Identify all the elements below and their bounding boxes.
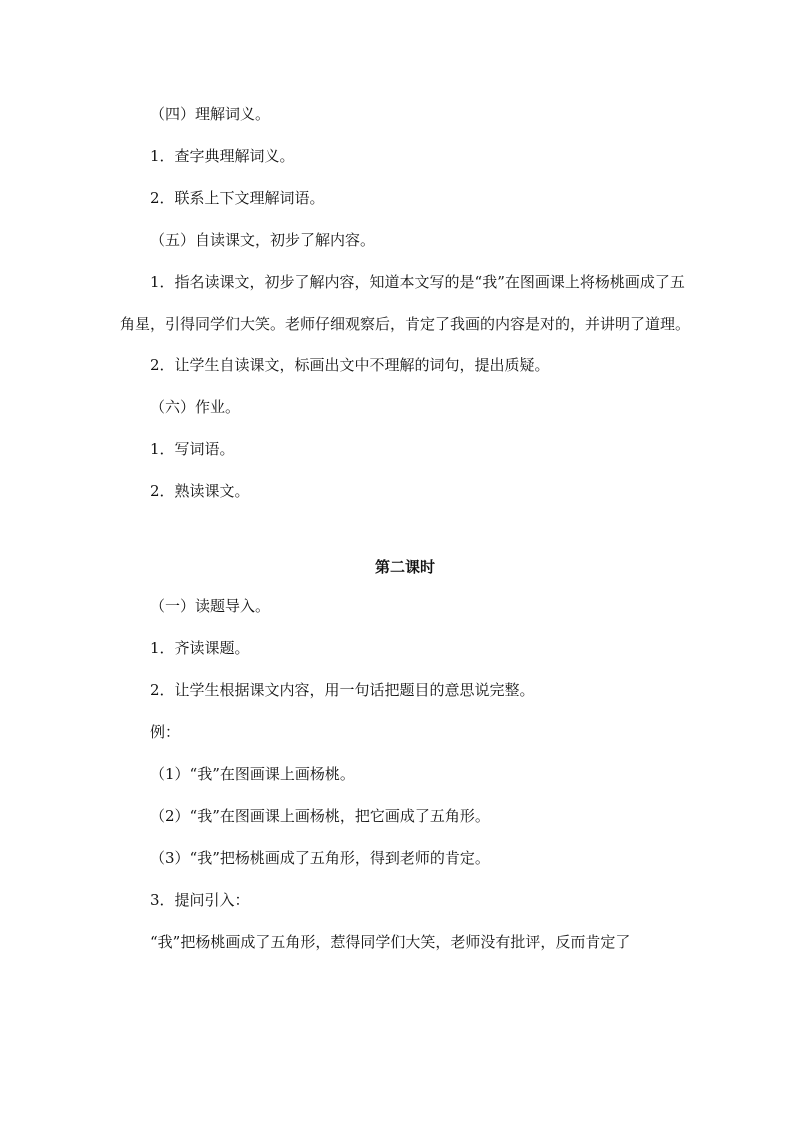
list-item: 2．熟读课文。 <box>150 482 250 500</box>
paragraph-start: “我”把杨桃画成了五角形，惹得同学们大笑，老师没有批评，反而肯定了 <box>150 933 631 951</box>
list-item: 1．齐读课题。 <box>150 639 250 657</box>
section-heading-5: （五）自读课文，初步了解内容。 <box>150 231 376 249</box>
example-item: （2）“我”在图画课上画杨桃，把它画成了五角形。 <box>150 807 490 825</box>
list-item: 1．写词语。 <box>150 440 235 458</box>
section-heading-4: （四）理解词义。 <box>150 105 271 123</box>
example-label: 例： <box>150 723 181 741</box>
paragraph: 1．指名读课文，初步了解内容，知道本文写的是“我”在图画课上将杨桃画成了五角星，引得同学们大笑。老师仔细观察后，肯定了我画的内容是对的，并讲明了道理。 <box>120 273 691 333</box>
example-item: （3）“我”把杨桃画成了五角形，得到老师的肯定。 <box>150 849 490 867</box>
list-item: 3．提问引入： <box>150 891 250 909</box>
example-item: （1）“我”在图画课上画杨桃。 <box>150 765 355 783</box>
list-item: 2．让学生自读课文，标画出文中不理解的词句，提出质疑。 <box>150 356 550 374</box>
document-body <box>120 104 690 974</box>
list-item: 2．让学生根据课文内容，用一句话把题目的意思说完整。 <box>150 681 535 699</box>
list-item: 2．联系上下文理解词语。 <box>150 189 325 207</box>
lesson-title: 第二课时 <box>374 558 435 576</box>
section-heading-6: （六）作业。 <box>150 398 241 416</box>
list-item: 1．查字典理解词义。 <box>150 147 295 165</box>
section-heading-1: （一）读题导入。 <box>150 597 271 615</box>
